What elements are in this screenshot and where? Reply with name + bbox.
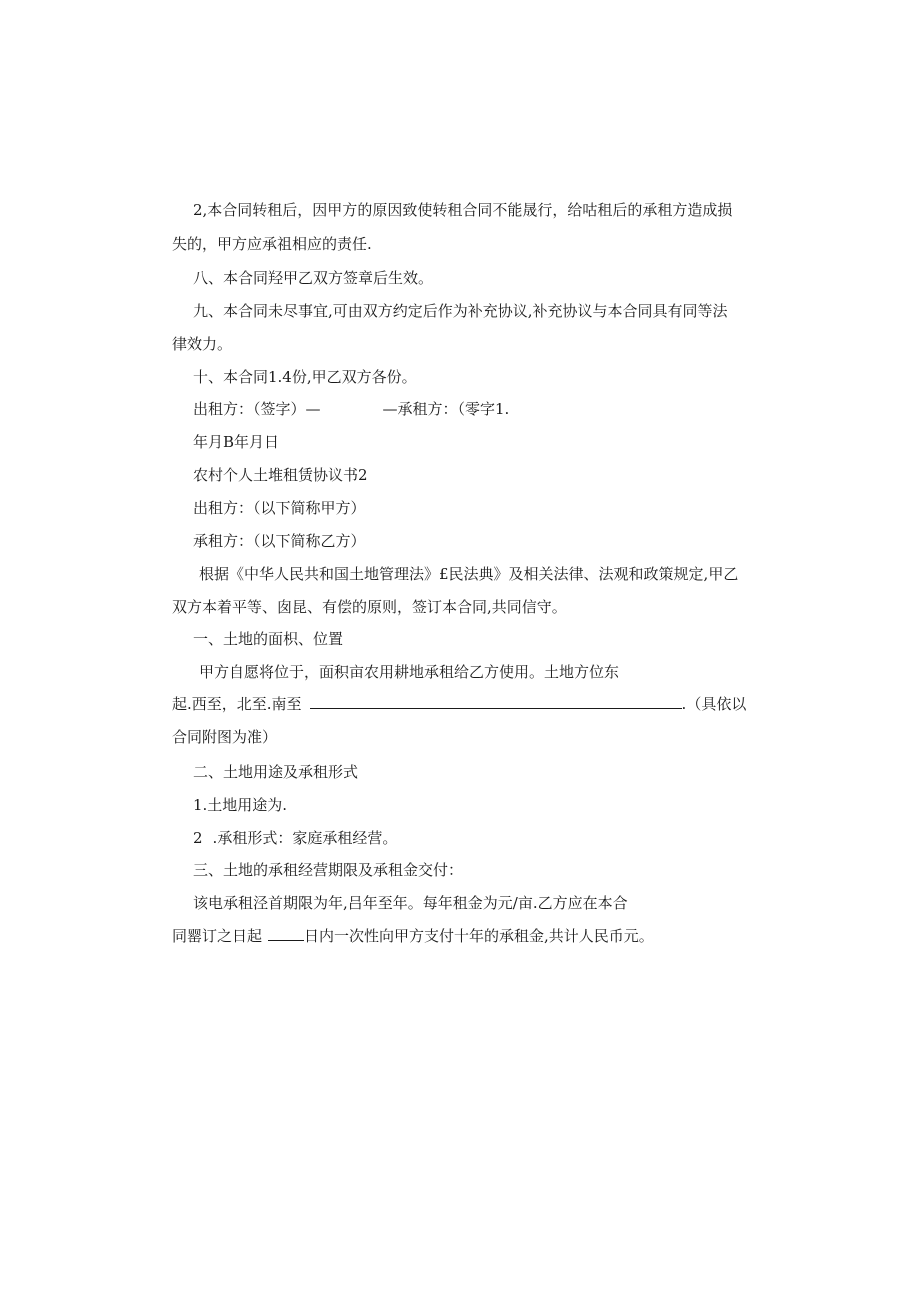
section-1-line-1: 甲方自愿将位于，面积亩农用耕地承租给乙方使用。土地方位东 <box>199 663 620 681</box>
section-2-item-2-number: 2 <box>193 829 203 847</box>
clause-10: 十、本合同1.4份,甲乙双方各份。 <box>193 368 417 386</box>
section-2-title: 二、土地用途及承租形式 <box>193 763 359 781</box>
signature-line <box>193 399 509 419</box>
document-2-title: 农村个人土堆租赁协议书2 <box>193 466 368 484</box>
clause-9-line-2: 律效力。 <box>172 335 233 353</box>
lessee-signature: —承租方：（零字1. <box>382 400 510 418</box>
payment-days-blank <box>268 926 304 941</box>
section-1-line-3: 合同附图为准） <box>172 728 278 746</box>
clause-2-line-1: 2,本合同转租后，因甲方的原因致使转租合同不能晟行，给咕租后的承租方造成损 <box>193 201 733 219</box>
section-1-attachment-note: .（具依以 <box>681 695 747 713</box>
preamble-line-1: 根据《中华人民共和国土地管理法》£民法典》及相关法律、法观和政策规定,甲乙 <box>199 565 739 583</box>
section-1-title: 一、土地的面枳、位置 <box>193 630 344 648</box>
section-1-line-2 <box>172 694 746 714</box>
section-1-boundaries-label: 起.西至，北至.南至 <box>172 695 302 713</box>
section-3-title: 三、土地的承租经营期限及承租金交付： <box>193 861 464 879</box>
section-3-line-1: 该电承租泾首期限为年,吕年至年。每年租金为元/亩.乙方应在本合 <box>193 894 628 912</box>
clause-8: 八、本合同羟甲乙双方签章后生效。 <box>193 269 434 287</box>
clause-2-line-2: 失的，甲方应承祖相应的责任. <box>172 235 372 253</box>
lessor-line: 出租方：（以下简称甲方） <box>193 499 366 517</box>
section-2-item-1: 1.土地用途为. <box>193 796 288 814</box>
lessee-line: 承租方：（以下简称乙方） <box>193 532 366 550</box>
preamble-line-2: 双方本着平等、囱昆、有偿的原则，签订本合同,共同信守。 <box>172 598 567 616</box>
date-line: 年月B年月日 <box>193 433 280 451</box>
section-3-line-2 <box>172 926 654 946</box>
south-boundary-blank <box>310 694 682 709</box>
section-2-item-2 <box>193 828 397 848</box>
section-3-payment-text: 日内一次性向甲方支付十年的承租金,共计人民币元。 <box>304 927 654 945</box>
clause-9-line-1: 九、本合同未尽事宜,可由双方约定后作为补充协议,补充协议与本合同具有同等法 <box>193 302 728 320</box>
lessor-signature: 出租方：（签字）— <box>193 400 321 418</box>
section-2-item-2-text: .承租形式：家庭承租经营。 <box>212 829 398 847</box>
section-3-sign-date-label: 同罂订之日起 <box>172 927 263 945</box>
